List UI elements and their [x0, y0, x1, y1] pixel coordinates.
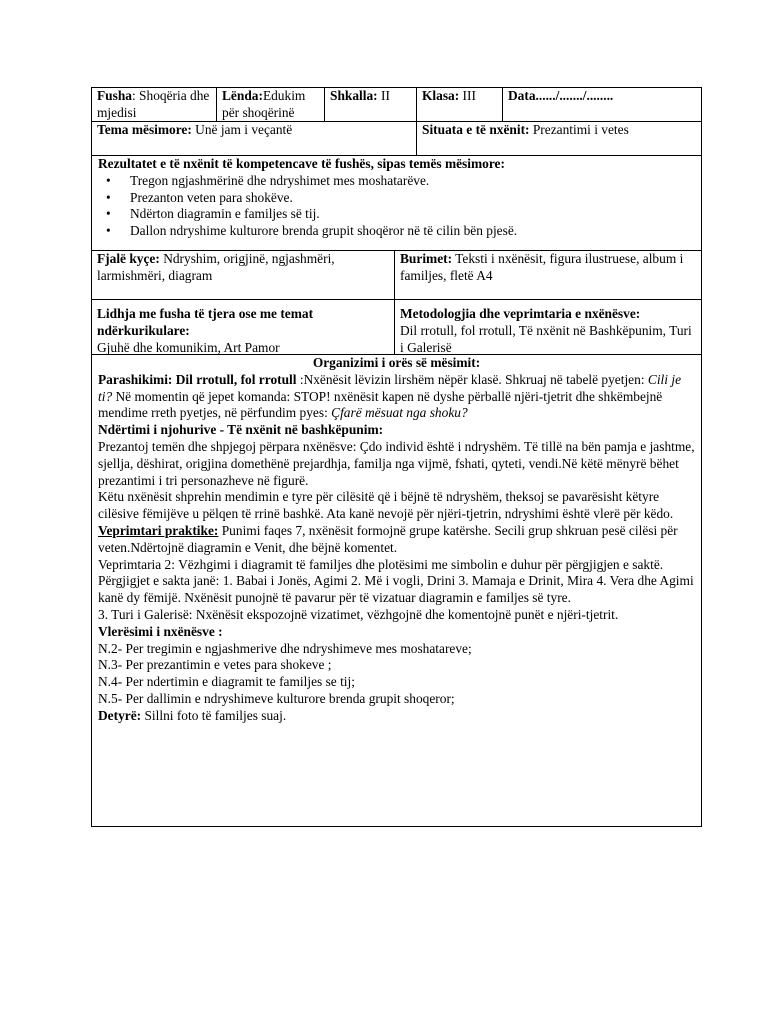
tema-label: Tema mësimore: [97, 122, 192, 137]
list-item: • Tregon ngjashmërinë dhe ndryshimet mes moshatarëve. [106, 172, 430, 188]
bullet-icon: • [106, 206, 111, 222]
bullet-icon: • [106, 172, 111, 188]
shkalla-value: II [377, 88, 390, 103]
burimet-cell [395, 251, 701, 299]
situata-value: Prezantimi i vetes [529, 122, 629, 137]
burimet-label: Burimet: [400, 251, 453, 266]
rezultatet-cell [92, 156, 701, 250]
parashikimi-paragraph: Parashikimi: Dil rrotull, fol rrotull :Nxënësit lëvizin lirshëm nëpër klasë. Shkruaj në tabelë pyetjen: Cili je ti? Në momentin që jepet komanda: STOP! nxënësit kapen në dyshe përballë njëri-tjetrit dhe shkëmbejnë mendime rreth pyetjes, në përfundim pyes: Çfarë mësuat nga shoku? [98, 371, 682, 421]
data-cell [503, 88, 701, 121]
lidhja-label: Lidhja me fusha të tjera ose me temat ndërkurikulare: [97, 306, 314, 338]
veprimtari-paragraph: Veprimtari praktike: Punimi faqes 7, nxënësit formojnë grupe katërshe. Secili grup shkruan pesë cilësi për veten.Ndërtojnë diagramin e Venit, dhe bëjnë komentet. [98, 522, 678, 555]
klasa-value: III [459, 88, 476, 103]
parashikimi-label: Parashikimi: Dil rrotull, fol rrotull [98, 371, 297, 387]
ndertimi-label: Ndërtimi i njohurive - Të nxënit në bashkëpunim: [98, 422, 384, 438]
shkalla-label: Shkalla: [330, 88, 378, 103]
organizimi-title: Organizimi i orës së mësimit: [312, 355, 481, 370]
list-item: N.3- Per prezantimin e vetes para shokeve ; [98, 657, 332, 673]
rezultatet-list [98, 173, 695, 240]
metodologjia-value: Dil rrotull, fol rrotull, Të nxënit në Bashkëpunim, Turi i Galerisë [400, 322, 692, 354]
vleresimi-label: Vlerësimi i nxënësve : [98, 623, 223, 639]
lidhja-row [92, 300, 701, 355]
veprimtaria2-paragraph: Veprimtaria 2: Vëzhgimi i diagramit të familjes dhe plotësimi me simbolin e duhur për përgjigjen e saktë. [98, 556, 664, 572]
question-cfare: Çfarë mësuat nga shoku? [331, 405, 468, 421]
list-item: • Dallon ndryshime kulturore brenda grupit shoqëror në të cilin bën pjesë. [106, 223, 518, 239]
tema-cell [92, 122, 417, 155]
list-item: • Ndërton diagramin e familjes së tij. [106, 206, 320, 222]
ndertimi-paragraph-2: Këtu nxënësit shprehin mendimin e tyre për cilësitë që i bëjnë të ndryshëm, theksoj se pavarësisht këtyre cilësive fëmijëve u pëlqen të rrinë bashkë. Ata kanë nevojë për njëri-tjetrin, ndryshimi është vlerë për këdo. [98, 489, 674, 522]
tema-value: Unë jam i veçantë [191, 122, 293, 137]
header-row-1 [92, 88, 701, 122]
rezultatet-title: Rezultatet e të nxënit të kompetencave të fushës, sipas temës mësimore: [98, 156, 505, 171]
fjale-label: Fjalë kyçe: [97, 251, 160, 266]
metodologjia-label: Metodologjia dhe veprimtaria e nxënësve: [400, 306, 641, 321]
detyre-paragraph [98, 708, 695, 725]
klasa-label: Klasa: [422, 88, 460, 103]
situata-cell [417, 122, 701, 155]
klasa-cell [417, 88, 503, 121]
pergjigjet-paragraph: Përgjigjet e sakta janë: 1. Babai i Jonës, Agimi 2. Më i vogli, Drini 3. Mamaja e Drinit, Mira 4. Vera dhe Agimi kanë dy fëmijë. Nxënësit punojnë të pavarur për të vizatuar diagramin e familjes së tyre. [98, 573, 694, 606]
header-row-2 [92, 122, 701, 156]
list-item: N.4- Per ndertimin e diagramit te familjes se tij; [98, 674, 355, 690]
data-label: Data....../......./........ [508, 88, 614, 103]
ndertimi-paragraph-1: Prezantoj temën dhe shpjegoj përpara nxënësve: Çdo individ është i ndryshëm. Të tillë na bën pamja e jashtme, sjellja, dëshirat, origjina domethënë prejardhja, familja nga vijmë, fshati, qyteti, vendi.Në këtë mënyrë bëhet prezantimi i tri personazheve në figurë. [98, 438, 695, 488]
organizimi-row [92, 355, 701, 826]
bullet-icon: • [106, 223, 111, 239]
fusha-label: Fusha [97, 88, 132, 103]
burimet-value: Teksti i nxënësit, figura ilustruese, album i familjes, fletë A4 [400, 251, 684, 283]
fjale-row [92, 251, 701, 300]
lidhja-value: Gjuhë dhe komunikim, Art Pamor [97, 339, 280, 354]
turi-paragraph: 3. Turi i Galerisë: Nxënësit ekspozojnë vizatimet, vëzhgojnë dhe komentojnë punët e njëri-tjetrit. [98, 606, 619, 622]
list-item: • Prezanton veten para shokëve. [106, 189, 293, 205]
organizimi-cell [92, 355, 701, 826]
lenda-cell [217, 88, 325, 121]
situata-label: Situata e të nxënit: [422, 122, 530, 137]
lesson-plan-table [91, 87, 702, 827]
lidhja-cell [92, 300, 395, 354]
detyre-label: Detyrë: [98, 707, 142, 723]
list-item: N.5- Per dallimin e ndryshimeve kulturore brenda grupit shoqeror; [98, 690, 455, 706]
detyre-value: Sillni foto të familjes suaj. [141, 707, 287, 723]
list-item: N.2- Per tregimin e ngjashmerive dhe ndryshimeve mes moshatareve; [98, 640, 472, 656]
question-cili: Cili je ti? [98, 371, 682, 404]
fusha-cell [92, 88, 217, 121]
fjale-value: Ndryshim, origjinë, ngjashmëri, larmishmëri, diagram [97, 251, 335, 283]
lenda-value: Edukim për shoqërinë [222, 88, 306, 120]
lenda-label: Lënda: [222, 88, 263, 103]
fjale-cell [92, 251, 395, 299]
bullet-icon: • [106, 189, 111, 205]
fusha-value: : Shoqëria dhe mjedisi [97, 88, 210, 120]
rezultatet-row [92, 156, 701, 251]
veprimtari-label: Veprimtari praktike: [98, 522, 219, 538]
metodologjia-cell [395, 300, 701, 354]
shkalla-cell [325, 88, 417, 121]
